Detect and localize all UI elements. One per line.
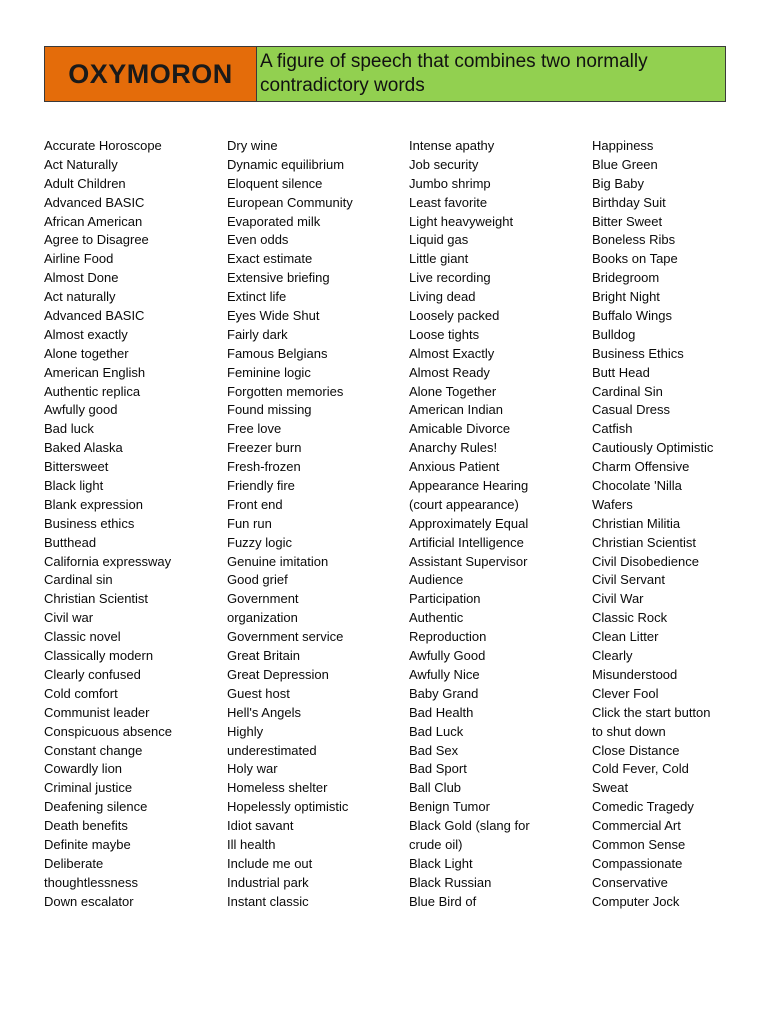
list-item: Civil war — [44, 610, 94, 626]
list-item: Appearance Hearing — [409, 478, 529, 494]
list-item: Civil War — [592, 591, 644, 607]
list-item: Industrial park — [227, 874, 309, 890]
definition-text — [257, 47, 725, 101]
list-item: Guest host — [227, 685, 290, 701]
list-item: Civil Servant — [592, 572, 665, 588]
list-item: Black Gold (slang for — [409, 818, 530, 834]
list-item: Boneless Ribs — [592, 232, 676, 248]
list-item: Buffalo Wings — [592, 308, 672, 324]
list-item: Least favorite — [409, 194, 488, 210]
list-item: Loose tights — [409, 326, 480, 342]
list-item: Forgotten memories — [227, 383, 344, 399]
list-item: Amicable Divorce — [409, 421, 511, 437]
list-item: Freezer burn — [227, 440, 302, 456]
list-item: Bitter Sweet — [592, 213, 663, 229]
list-item: Bad luck — [44, 421, 94, 437]
list-item: Fun run — [227, 515, 272, 531]
list-item: Living dead — [409, 289, 476, 305]
list-item: Business ethics — [44, 515, 135, 531]
list-item: Cardinal Sin — [592, 383, 663, 399]
list-item: Even odds — [227, 232, 289, 248]
list-item: Christian Militia — [592, 515, 681, 531]
list-item: Black Light — [409, 855, 473, 871]
list-item: Advanced BASIC — [44, 194, 145, 210]
list-item: Deafening silence — [44, 799, 148, 815]
list-item: Bad Sex — [409, 742, 459, 758]
list-item: Front end — [227, 496, 283, 512]
list-item: to shut down — [592, 723, 666, 739]
list-item: Computer Jock — [592, 893, 680, 909]
list-item: Big Baby — [592, 175, 645, 191]
list-item: Classic novel — [44, 629, 121, 645]
list-item: Jumbo shrimp — [409, 175, 491, 191]
list-item: Chocolate 'Nilla — [592, 478, 682, 494]
list-item: Fairly dark — [227, 326, 288, 342]
list-item: Airline Food — [44, 251, 114, 267]
list-item: Act naturally — [44, 289, 116, 305]
list-item: Happiness — [592, 138, 654, 153]
list-item: Famous Belgians — [227, 345, 328, 361]
list-item: Alone Together — [409, 383, 497, 399]
list-item: Business Ethics — [592, 345, 684, 361]
list-item: crude oil) — [409, 836, 463, 852]
list-item: Baby Grand — [409, 685, 479, 701]
list-item: Catfish — [592, 421, 633, 437]
list-item: Feminine logic — [227, 364, 311, 380]
oxymoron-column-1 — [44, 137, 224, 912]
list-item: Intense apathy — [409, 138, 495, 153]
list-item: Extensive briefing — [227, 270, 330, 286]
list-item: Hell's Angels — [227, 704, 302, 720]
list-item: Agree to Disagree — [44, 232, 149, 248]
list-item: Anarchy Rules! — [409, 440, 498, 456]
list-item: Bright Night — [592, 289, 660, 305]
definition-line-1: A figure of speech that combines two normally — [260, 51, 648, 72]
list-item: Participation — [409, 591, 481, 607]
list-item: Highly — [227, 723, 264, 739]
list-item: Baked Alaska — [44, 440, 123, 456]
list-item: Deliberate — [44, 855, 104, 871]
list-item: Act Naturally — [44, 156, 118, 172]
list-item: Awfully Nice — [409, 666, 480, 682]
list-item: Fuzzy logic — [227, 534, 293, 550]
list-item: Awfully Good — [409, 648, 486, 664]
list-item: Wafers — [592, 496, 633, 512]
oxymoron-column-2 — [227, 137, 407, 912]
list-item: Audience — [409, 572, 464, 588]
list-item: Government service — [227, 629, 344, 645]
list-item: Classically modern — [44, 648, 154, 664]
definition-line-2: contradictory words — [260, 75, 425, 96]
list-item: Clearly — [592, 648, 633, 664]
list-item: Friendly fire — [227, 478, 295, 494]
list-item: European Community — [227, 194, 353, 210]
list-item: Butthead — [44, 534, 97, 550]
list-item: Close Distance — [592, 742, 680, 758]
list-item: Evaporated milk — [227, 213, 321, 229]
list-item: Cowardly lion — [44, 761, 123, 777]
list-item: Live recording — [409, 270, 491, 286]
list-item: Adult Children — [44, 175, 126, 191]
list-item: Job security — [409, 156, 479, 172]
list-item: Approximately Equal — [409, 515, 529, 531]
list-item: Exact estimate — [227, 251, 313, 267]
list-item: Loosely packed — [409, 308, 500, 324]
list-item: Common Sense — [592, 836, 686, 852]
list-item: Eloquent silence — [227, 175, 323, 191]
list-item: Charm Offensive — [592, 459, 690, 475]
list-item: Homeless shelter — [227, 780, 328, 796]
list-item: Books on Tape — [592, 251, 678, 267]
list-item: Instant classic — [227, 893, 309, 909]
list-item: Almost Done — [44, 270, 119, 286]
list-item: Cold comfort — [44, 685, 118, 701]
list-item: Blue Green — [592, 156, 658, 172]
list-item: Bulldog — [592, 326, 636, 342]
list-item: Awfully good — [44, 402, 118, 418]
list-item: Include me out — [227, 855, 313, 871]
list-item: Little giant — [409, 251, 469, 267]
list-item: Ill health — [227, 836, 276, 852]
list-item: Liquid gas — [409, 232, 469, 248]
list-item: California expressway — [44, 553, 172, 569]
list-item: Found missing — [227, 402, 312, 418]
list-item: Bad Health — [409, 704, 474, 720]
list-item: Holy war — [227, 761, 278, 777]
list-item: Advanced BASIC — [44, 308, 145, 324]
list-item: Benign Tumor — [409, 799, 490, 815]
list-item: Clever Fool — [592, 685, 659, 701]
list-item: Artificial Intelligence — [409, 534, 524, 550]
list-item: Great Britain — [227, 648, 300, 664]
list-item: Christian Scientist — [44, 591, 149, 607]
list-item: Extinct life — [227, 289, 287, 305]
list-item: Almost exactly — [44, 326, 128, 342]
list-item: Genuine imitation — [227, 553, 329, 569]
definition-header — [44, 46, 726, 102]
list-item: Assistant Supervisor — [409, 553, 528, 569]
list-item: Clean Litter — [592, 629, 659, 645]
list-item: organization — [227, 610, 298, 626]
list-item: Ball Club — [409, 780, 462, 796]
list-item: Sweat — [592, 780, 629, 796]
list-item: Dynamic equilibrium — [227, 156, 345, 172]
list-item: Comedic Tragedy — [592, 799, 694, 815]
list-item: Great Depression — [227, 666, 329, 682]
list-item: Black Russian — [409, 874, 492, 890]
page-title: OXYMORON — [45, 47, 257, 101]
list-item: Blue Bird of — [409, 893, 477, 909]
list-item: Authentic — [409, 610, 464, 626]
list-item: underestimated — [227, 742, 317, 758]
list-item: Click the start button — [592, 704, 711, 720]
list-item: Classic Rock — [592, 610, 668, 626]
list-item: Hopelessly optimistic — [227, 799, 349, 815]
list-item: (court appearance) — [409, 496, 519, 512]
list-item: Constant change — [44, 742, 143, 758]
list-item: Compassionate — [592, 855, 683, 871]
list-item: African American — [44, 213, 143, 229]
list-item: Almost Exactly — [409, 345, 495, 361]
list-item: Good grief — [227, 572, 288, 588]
list-item: Cold Fever, Cold — [592, 761, 689, 777]
list-item: Casual Dress — [592, 402, 671, 418]
list-item: Eyes Wide Shut — [227, 308, 320, 324]
list-item: Birthday Suit — [592, 194, 666, 210]
list-item: Idiot savant — [227, 818, 294, 834]
list-item: Civil Disobedience — [592, 553, 699, 569]
list-item: Bridegroom — [592, 270, 660, 286]
list-item: thoughtlessness — [44, 874, 138, 890]
list-item: Light heavyweight — [409, 213, 514, 229]
list-item: Butt Head — [592, 364, 650, 380]
list-item: Accurate Horoscope — [44, 138, 162, 153]
list-item: Bad Luck — [409, 723, 464, 739]
list-item: Dry wine — [227, 138, 278, 153]
list-item: Conservative — [592, 874, 668, 890]
list-item: Cardinal sin — [44, 572, 113, 588]
list-item: Communist leader — [44, 704, 150, 720]
oxymoron-list — [44, 137, 744, 917]
list-item: Down escalator — [44, 893, 134, 909]
list-item: Free love — [227, 421, 282, 437]
list-item: Government — [227, 591, 299, 607]
list-item: Blank expression — [44, 496, 143, 512]
list-item: Definite maybe — [44, 836, 131, 852]
list-item: Cautiously Optimistic — [592, 440, 714, 456]
list-item: Black light — [44, 478, 104, 494]
list-item: Authentic replica — [44, 383, 141, 399]
oxymoron-column-4 — [592, 137, 768, 912]
list-item: American Indian — [409, 402, 503, 418]
list-item: Fresh-frozen — [227, 459, 301, 475]
list-item: Criminal justice — [44, 780, 133, 796]
list-item: Bittersweet — [44, 459, 109, 475]
oxymoron-column-3 — [409, 137, 589, 912]
list-item: Conspicuous absence — [44, 723, 172, 739]
list-item: Misunderstood — [592, 666, 678, 682]
list-item: Death benefits — [44, 818, 128, 834]
list-item: Bad Sport — [409, 761, 467, 777]
list-item: Christian Scientist — [592, 534, 697, 550]
list-item: Almost Ready — [409, 364, 490, 380]
list-item: Commercial Art — [592, 818, 681, 834]
list-item: Alone together — [44, 345, 129, 361]
list-item: Reproduction — [409, 629, 487, 645]
list-item: Anxious Patient — [409, 459, 500, 475]
list-item: Clearly confused — [44, 666, 141, 682]
list-item: American English — [44, 364, 146, 380]
